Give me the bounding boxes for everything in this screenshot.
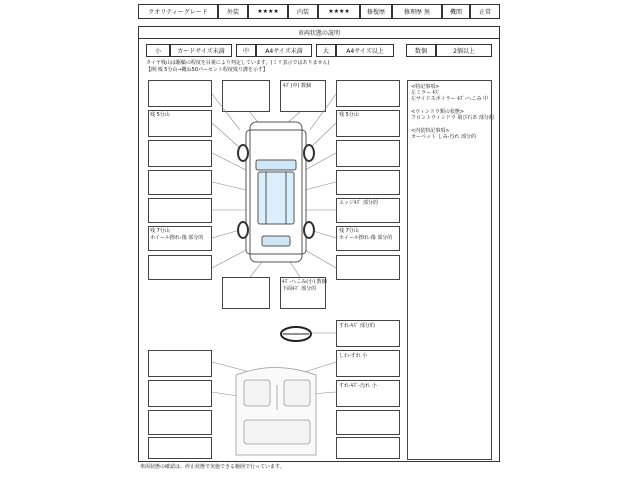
repair-history-label: 修復歴 bbox=[360, 4, 392, 19]
size-medium-value: A4サイズ未満 bbox=[256, 44, 312, 57]
steering-label: すれ-ｷｽﾞ 部分的 bbox=[339, 323, 375, 329]
quality-grade-label: クオリティーグレード bbox=[138, 4, 218, 19]
tire-note-line1: タイヤ残山は駆輪の程度を目視により判定しています。(ミリ表示ではありません) bbox=[146, 60, 330, 66]
window-notes-item: フロントウィンドウ 飛び石あ 部分的 bbox=[411, 115, 494, 121]
front-left-tire-label: 残 5分山 bbox=[150, 112, 170, 118]
exterior-label: 外装 bbox=[218, 4, 248, 19]
size-count-label: 数個 bbox=[406, 44, 436, 57]
seat-label-2: すれ-ｷｽﾞ-汚れ 小 bbox=[339, 383, 377, 389]
window-notes-heading: <ウィンドウ類の状態> bbox=[411, 109, 465, 115]
interior-label: 内装 bbox=[288, 4, 318, 19]
top-center-label: ｷｽﾞ(中) 数個 bbox=[283, 83, 311, 89]
footer-note: 車両状態の確認は、停止状態で実施できる範囲で行っています。 bbox=[140, 464, 285, 470]
exterior-stars: ★★★★ bbox=[248, 4, 288, 19]
rear-left-tire-label: 残 7分山 bbox=[150, 228, 170, 234]
size-large-label: 大 bbox=[316, 44, 336, 57]
seat-label-1: しわ-すれ 小 bbox=[339, 353, 368, 359]
engine-value: 正常 bbox=[470, 4, 500, 19]
size-count-value: 2個以上 bbox=[436, 44, 492, 57]
size-small-value: カードサイズ未満 bbox=[170, 44, 232, 57]
engine-label: 機関 bbox=[442, 4, 470, 19]
tire-note-line2: 【例:残 5分山→概ね50パーセント程度残り溝を示す】 bbox=[146, 67, 268, 73]
repair-history-value: 修理歴 無 bbox=[392, 4, 442, 19]
rear-right-wheel-label: ホイール擦れ-傷 部分的 bbox=[339, 235, 393, 241]
size-small-label: 小 bbox=[146, 44, 170, 57]
rear-center-label: ｷｽﾞ-へこみ(小) 数個 bbox=[282, 279, 327, 285]
special-notes-item: 左ミラー ｷｽﾞ bbox=[411, 90, 441, 96]
rear-left-wheel-label: ホイール擦れ-傷 部分的 bbox=[150, 235, 204, 241]
size-medium-label: 中 bbox=[236, 44, 256, 57]
interior-stars: ★★★★ bbox=[318, 4, 360, 19]
size-large-value: A4サイズ以上 bbox=[336, 44, 394, 57]
front-right-tire-label: 残 5分山 bbox=[339, 112, 359, 118]
right-edge-label: エッジｷｽﾞ 部分的 bbox=[339, 200, 378, 206]
rear-right-tire-label: 残 7分山 bbox=[339, 228, 359, 234]
interior-notes-heading: <内装特記事項> bbox=[411, 128, 450, 134]
underbody-label: 下面ｷｽﾞ 部分的 bbox=[282, 286, 317, 292]
special-notes-item: 左サイドスポイラー ｷｽﾞ-へこみ 中 bbox=[411, 96, 489, 102]
interior-notes-item: カーペット しみ-汚れ 部分的 bbox=[411, 134, 476, 140]
special-notes-heading: <特記事項> bbox=[411, 84, 440, 90]
section-title: 車両状態の説明 bbox=[138, 26, 500, 39]
